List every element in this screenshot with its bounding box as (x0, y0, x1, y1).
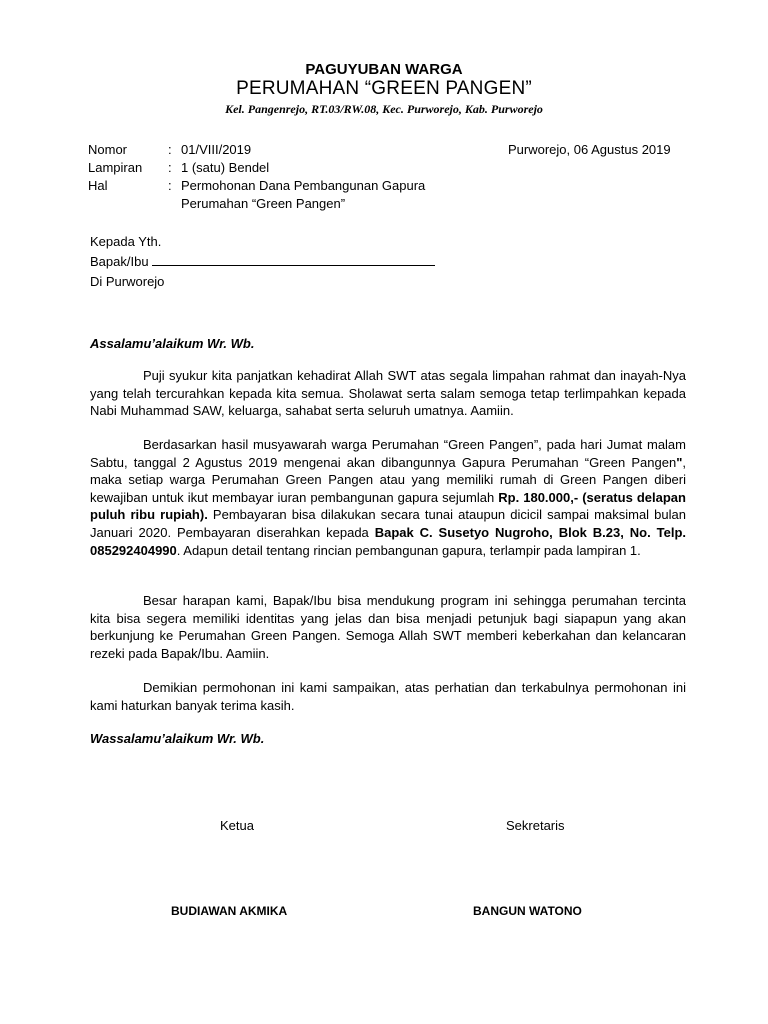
hal-label: Hal (88, 178, 108, 193)
nomor-label: Nomor (88, 142, 128, 157)
paragraph-2-text-d: Pembayaran bisa dilakukan secara tunai ataupun dicicil sampai maksimal bulan Januari 2020. Pembayaran diserahkan kepada (90, 507, 686, 540)
secretary-title: Sekretaris (506, 818, 565, 833)
organization-name: PAGUYUBAN WARGA (305, 61, 463, 78)
colon: : (168, 160, 172, 175)
meta-lampiran-row (88, 159, 471, 177)
place-date: Purworejo, 06 Agustus 2019 (508, 142, 671, 157)
recipient-name-line (90, 252, 435, 272)
paragraph-4-text: Demikian permohonan ini kami sampaikan, atas perhatian dan terkabulnya permohonan ini kami haturkan banyak terima kasih. (90, 680, 686, 713)
paragraph-4 (90, 679, 686, 714)
housing-name: PERUMAHAN “GREEN PANGEN” (236, 78, 532, 99)
opening-greeting: Assalamu’alaikum Wr. Wb. (90, 336, 255, 351)
chairman-name: BUDIAWAN AKMIKA (171, 904, 288, 918)
paragraph-1-text: Puji syukur kita panjatkan kehadirat Allah SWT atas segala limpahan rahmat dan inayah-Nya yang telah tercurahkan kepada kita semua. Sholawat serta salam semoga tetap terlimpahkan kepada Nabi Muhammad SAW, keluarga, sahabat serta seluruh umatnya. Aamiin. (90, 368, 686, 419)
secretary-name: BANGUN WATONO (473, 904, 582, 918)
paragraph-1 (90, 367, 686, 420)
meta-hal-row (88, 177, 471, 213)
recipient-prefix: Bapak/Ibu (90, 254, 149, 269)
fee-amount: Rp. 180.000,- (seratus delapan puluh ribu rupiah). (90, 489, 686, 523)
paragraph-3 (90, 592, 686, 662)
hal-value-line1: Permohonan Dana Pembangunan Gapura (181, 178, 426, 193)
recipient-blank (152, 253, 435, 266)
letterhead (0, 61, 768, 117)
lampiran-label: Lampiran (88, 160, 143, 175)
letter-meta (88, 141, 471, 213)
paragraph-2-text-c: , maka setiap warga Perumahan Green Pangen atau yang memiliki rumah di Green Pangen diberi kewajiban untuk ikut membayar iuran pembangunan gapura sejumlah (90, 454, 686, 505)
recipient-salutation: Kepada Yth. (90, 234, 162, 249)
payment-contact: Bapak C. Susetyo Nugroho, Blok B.23, No. Telp. 085292404990 (90, 524, 686, 558)
paragraph-2-quote: " (676, 454, 683, 470)
recipient-location: Di Purworejo (90, 274, 165, 289)
closing-greeting: Wassalamu’alaikum Wr. Wb. (90, 731, 265, 746)
paragraph-2 (90, 436, 686, 559)
paragraph-3-text: Besar harapan kami, Bapak/Ibu bisa mendukung program ini sehingga perumahan tercinta kita bisa segera memiliki identitas yang jelas dan bisa menjadi petunjuk bagi siapapun yang akan berkunjung ke Perumahan Green Pangen. Semoga Allah SWT memberi keberkahan dan kelancaran rezeki pada Bapak/Ibu. Aamiin. (90, 593, 686, 661)
paragraph-2-text-e: . Adapun detail tentang rincian pembangunan gapura, terlampir pada lampiran 1. (176, 542, 641, 558)
organization-address: Kel. Pangenrejo, RT.03/RW.08, Kec. Purworejo, Kab. Purworejo (225, 102, 543, 116)
lampiran-value: 1 (satu) Bendel (181, 160, 270, 175)
paragraph-2-text-a: Berdasarkan hasil musyawarah warga Perumahan “Green Pangen”, pada hari Jumat malam Sabtu, tanggal 2 Agustus 2019 mengenai akan dibangunnya Gapura Perumahan “Green Pangen (90, 437, 686, 470)
chairman-title: Ketua (220, 818, 254, 833)
nomor-value: 01/VIII/2019 (181, 142, 252, 157)
colon: : (168, 142, 172, 157)
recipient-block (90, 232, 435, 292)
hal-value (181, 177, 471, 213)
meta-nomor-row (88, 141, 471, 159)
colon: : (168, 178, 172, 193)
hal-value-line2: Perumahan “Green Pangen” (181, 196, 346, 211)
